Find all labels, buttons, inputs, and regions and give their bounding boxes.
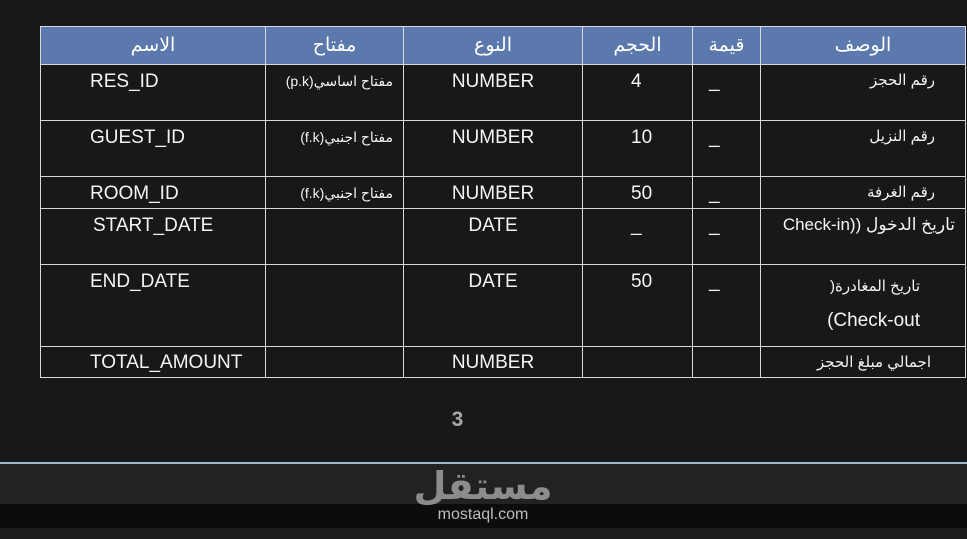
cell-value: _ — [693, 121, 761, 177]
header-type: النوع — [404, 27, 583, 65]
cell-size: 50 — [583, 177, 693, 209]
table-row — [41, 347, 966, 378]
cell-type: NUMBER — [404, 347, 583, 378]
data-dictionary-table — [40, 26, 966, 378]
cell-name: TOTAL_AMOUNT — [41, 347, 266, 378]
cell-key — [266, 265, 404, 347]
cell-name: ROOM_ID — [41, 177, 266, 209]
cell-description: تاريخ الدخول ((Check-in — [761, 209, 966, 265]
cell-size: _ — [583, 209, 693, 265]
cell-value: _ — [693, 177, 761, 209]
cell-type: NUMBER — [404, 65, 583, 121]
page-number: 3 — [451, 408, 464, 431]
cell-value: _ — [693, 65, 761, 121]
cell-key — [266, 209, 404, 265]
cell-description: رقم النزيل — [761, 121, 966, 177]
header-description: الوصف — [761, 27, 966, 65]
cell-description: رقم الغرفة — [761, 177, 966, 209]
table-row — [41, 65, 966, 121]
header-key: مفتاح — [266, 27, 404, 65]
cell-name: END_DATE — [41, 265, 266, 347]
table-row — [41, 265, 966, 347]
cell-size: 50 — [583, 265, 693, 347]
cell-key: مفتاح اجنبي(f.k) — [266, 177, 404, 209]
cell-size: 10 — [583, 121, 693, 177]
watermark-url: mostaql.com — [437, 506, 529, 523]
table-row — [41, 121, 966, 177]
cell-description: رقم الحجز — [761, 65, 966, 121]
cell-value: _ — [693, 265, 761, 347]
cell-key: مفتاح اجنبي(f.k) — [266, 121, 404, 177]
cell-value — [693, 347, 761, 378]
header-value: قيمة — [693, 27, 761, 65]
header-size: الحجم — [583, 27, 693, 65]
cell-key — [266, 347, 404, 378]
table-header-row — [41, 27, 966, 65]
cell-name: GUEST_ID — [41, 121, 266, 177]
table-row — [41, 209, 966, 265]
cell-type: NUMBER — [404, 121, 583, 177]
cell-size — [583, 347, 693, 378]
cell-name: RES_ID — [41, 65, 266, 121]
watermark-logo: مستقل — [413, 466, 553, 508]
footer-band-bottom — [0, 528, 967, 539]
cell-size: 4 — [583, 65, 693, 121]
cell-type: NUMBER — [404, 177, 583, 209]
cell-description: اجمالي مبلغ الحجز — [761, 347, 966, 378]
cell-description: تاريخ المغادرة( Check-out) — [761, 265, 966, 347]
cell-value: _ — [693, 209, 761, 265]
cell-type: DATE — [404, 209, 583, 265]
cell-key: مفتاح اساسي(p.k) — [266, 65, 404, 121]
watermark — [383, 468, 583, 524]
cell-type: DATE — [404, 265, 583, 347]
header-name: الاسم — [41, 27, 266, 65]
cell-name: START_DATE — [41, 209, 266, 265]
table-row — [41, 177, 966, 209]
